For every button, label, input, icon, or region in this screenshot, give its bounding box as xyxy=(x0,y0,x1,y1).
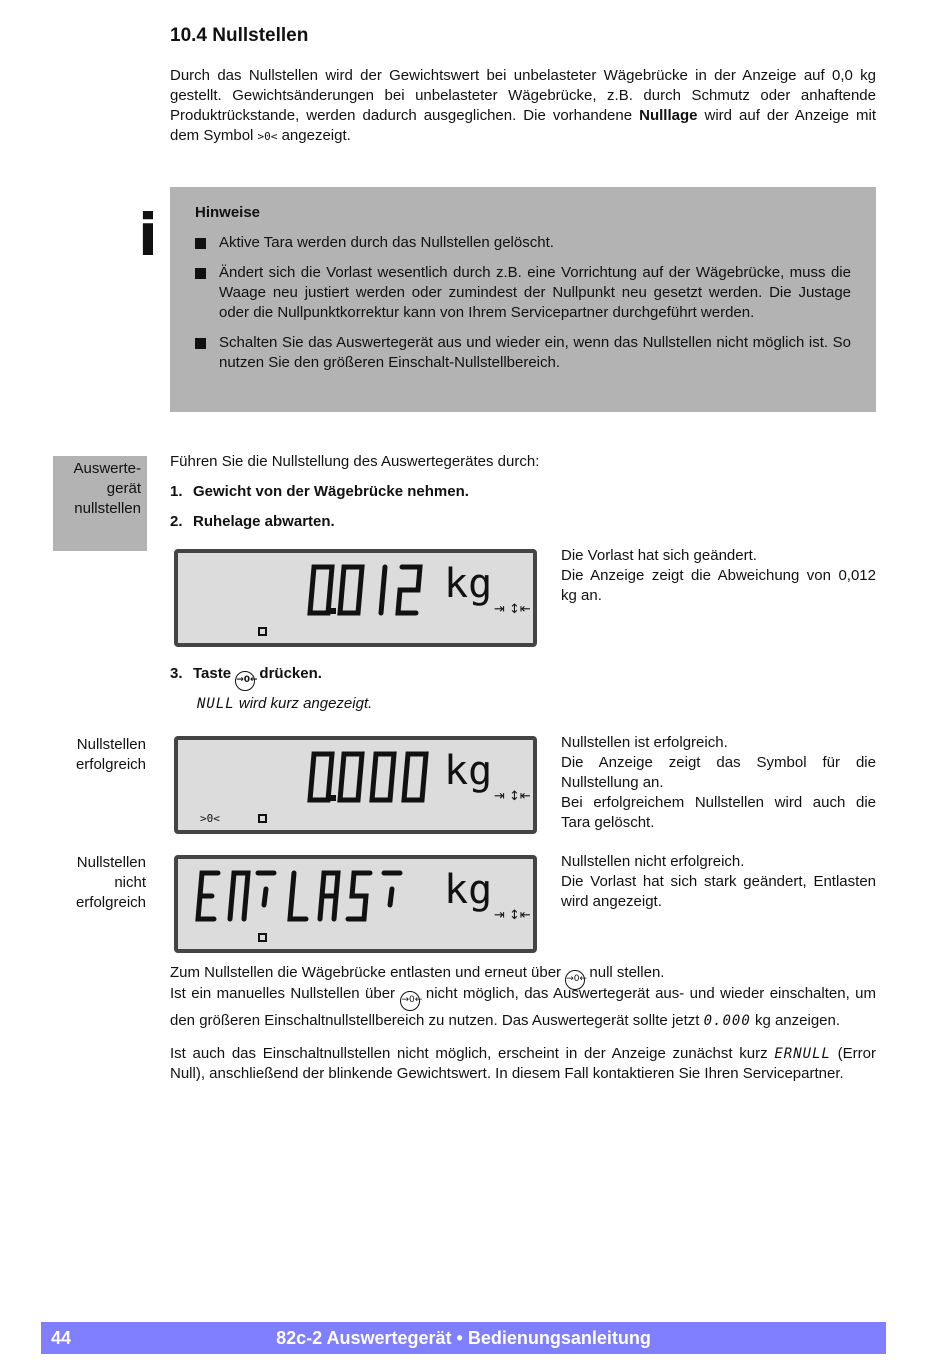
bullet-icon xyxy=(195,338,206,349)
side-label-success: Nullstellen erfolgreich xyxy=(75,736,146,773)
bullet-icon xyxy=(195,238,206,249)
zero-indicator: >0< xyxy=(200,812,220,825)
unit-label: kg xyxy=(444,748,493,794)
note-item: Schalten Sie das Auswertegerät aus und wieder ein, wenn das Nullstellen nicht möglich ist. So nutzen Sie den größeren Einschalt-Nullstellbereich. xyxy=(195,333,851,373)
indicator-square xyxy=(259,934,266,941)
stable-icon: ⇥ ↕⇤ xyxy=(494,602,531,617)
scale-display-zero xyxy=(174,736,537,834)
caption-zero-fail: Nullstellen nicht erfolgreich. Die Vorlast hat sich stark geändert, Entlasten wird angezeigt. xyxy=(561,853,876,910)
null-message: NULL wird kurz angezeigt. xyxy=(197,695,373,712)
null-code: NULL xyxy=(197,696,235,712)
intro-text-3: angezeigt. xyxy=(277,127,351,144)
note-title: Hinweise xyxy=(195,204,261,221)
note-item: Ändert sich die Vorlast wesentlich durch z.B. eine Vorrichtung auf der Wägebrücke, muss die Waage neu justiert werden oder zumindest der Nullpunkt neu gesetzt werden. Die Justage oder die Nullpunktkorrektur kann von Ihrem Servicepartner durchgeführt werden. xyxy=(195,263,851,323)
closing-paragraph-3: Ist auch das Einschaltnullstellen nicht möglich, erscheint in der Anzeige zunächst kurz ERNULL (Error Null), anschließend der blinkende Gewichtswert. In diesem Fall kontaktieren Sie Ihren Servicepartner. xyxy=(170,1045,876,1082)
section-title: 10.4 Nullstellen xyxy=(170,25,309,46)
display-graphic xyxy=(178,553,533,643)
indicator-square xyxy=(259,815,266,822)
seg-letters xyxy=(198,873,400,919)
side-label-procedure: Auswerte- gerät nullstellen xyxy=(53,456,147,551)
zero-symbol-inline: >0< xyxy=(257,130,278,143)
stable-icon: ⇥ ↕⇤ xyxy=(494,908,531,923)
unit-label: kg xyxy=(444,867,493,913)
closing-paragraph-2: Ist ein manuelles Nullstellen über →0← nicht möglich, das Auswertegerät aus- und wieder einschalten, um den größeren Einschaltnullstellbereich zu nutzen. Das Auswertegerät sollte jetzt 0.000 kg anzeigen. xyxy=(170,985,876,1029)
zero-key-icon[interactable]: →0← xyxy=(565,970,585,990)
step-3: 3. Taste →0← drücken. xyxy=(170,664,322,691)
procedure-intro: Führen Sie die Nullstellung des Auswertegerätes durch: xyxy=(170,453,540,470)
info-icon: i xyxy=(138,201,158,269)
intro-bold: Nulllage xyxy=(639,107,698,124)
indicator-square xyxy=(259,628,266,635)
error-null-code: ERNULL xyxy=(774,1046,831,1062)
intro-text-1: Durch das Nullstellen wird der Gewichtswert bei unbelasteter Wägebrücke in der Anzeige auf 0,0 kg gestellt. Gewichtsänderungen bei unbelasteter Wägebrücke, z.B. durch Schmutz oder anhaftende Produktrückstande, werden dadurch ausgeglichen. Die vorhandene xyxy=(170,67,876,124)
display-graphic xyxy=(178,859,533,949)
display-graphic xyxy=(178,740,533,830)
scale-display-entlast xyxy=(174,855,537,953)
page-number: 44 xyxy=(51,1328,72,1348)
step-2: 2. Ruhelage abwarten. xyxy=(170,513,335,530)
page-footer xyxy=(41,1322,886,1354)
note-item: Aktive Tara werden durch das Nullstellen gelöscht. xyxy=(195,233,851,253)
zero-code: 0.000 xyxy=(703,1013,751,1029)
note-box xyxy=(170,187,876,412)
stable-icon: ⇥ ↕⇤ xyxy=(494,789,531,804)
note-list xyxy=(195,233,851,373)
footer-title: 82c-2 Auswertegerät • Bedienungsanleitung xyxy=(276,1328,651,1348)
intro-paragraph xyxy=(170,66,876,147)
unit-label: kg xyxy=(444,561,493,607)
zero-key-icon[interactable]: →0← xyxy=(235,671,255,691)
intro-text-2: wird auf der Anzeige mit dem Symbol xyxy=(170,107,876,144)
zero-key-icon[interactable]: →0← xyxy=(400,991,420,1011)
caption-deviation: Die Vorlast hat sich geändert. Die Anzeige zeigt die Abweichung von 0,012 kg an. xyxy=(561,547,876,604)
caption-zero-success: Nullstellen ist erfolgreich. Die Anzeige zeigt das Symbol für die Nullstellung an. Bei erfolgreichem Nullstellen wird auch die Tara gelöscht. xyxy=(561,734,876,831)
bullet-icon xyxy=(195,268,206,279)
closing-paragraph-1: Zum Nullstellen die Wägebrücke entlasten und erneut über →0← null stellen. xyxy=(170,963,876,990)
side-label-fail: Nullstellen nicht erfolgreich xyxy=(75,854,146,911)
scale-display-deviation xyxy=(174,549,537,647)
seg-digits xyxy=(310,754,426,801)
seg-digits xyxy=(310,567,420,614)
step-1: 1. Gewicht von der Wägebrücke nehmen. xyxy=(170,483,469,500)
